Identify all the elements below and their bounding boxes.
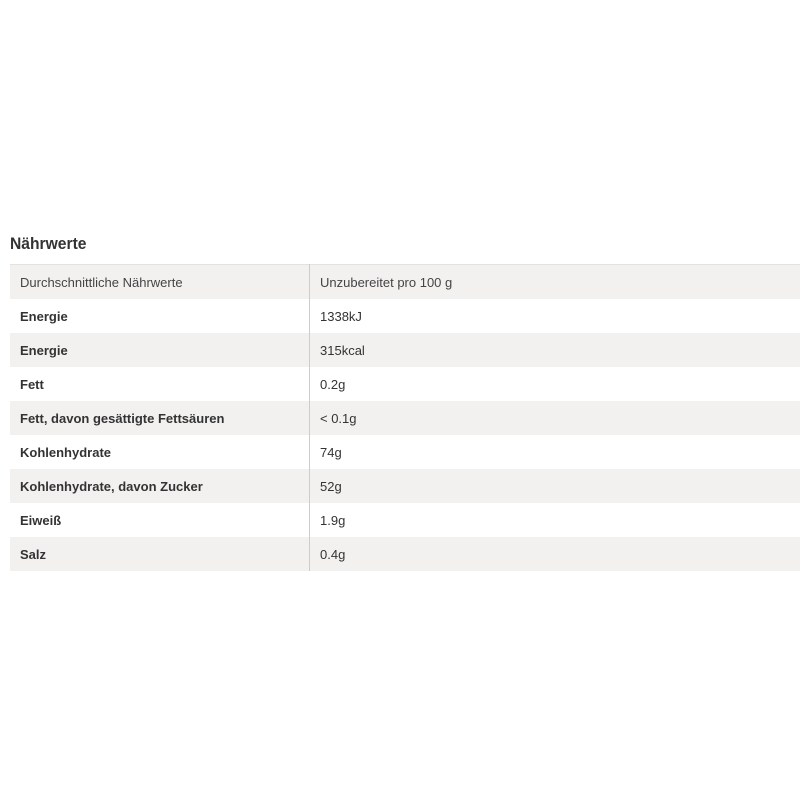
- nutrient-name-cell: Kohlenhydrate, davon Zucker: [10, 469, 310, 503]
- table-row: [10, 299, 800, 333]
- nutrition-section: [10, 232, 800, 571]
- nutrient-name-cell: Fett: [10, 367, 310, 401]
- header-value-cell: Unzubereitet pro 100 g: [320, 274, 453, 290]
- nutrient-value-cell: 1.9g: [320, 512, 346, 528]
- table-row: [10, 367, 800, 401]
- table-header-row: [10, 265, 800, 300]
- table-row: [10, 537, 800, 571]
- table-row: [10, 401, 800, 435]
- nutrient-name-cell: Energie: [10, 299, 310, 333]
- nutrient-value-cell: 74g: [320, 444, 342, 460]
- nutrient-name-cell: Salz: [10, 537, 310, 571]
- table-row: [10, 469, 800, 503]
- table-row: [10, 503, 800, 537]
- nutrient-value-cell: 0.2g: [320, 376, 346, 392]
- nutrient-name-cell: Fett, davon gesättigte Fettsäuren: [10, 401, 310, 435]
- nutrient-name-cell: Energie: [10, 333, 310, 367]
- table-row: [10, 435, 800, 469]
- nutrient-value-cell: 315kcal: [320, 342, 365, 358]
- header-name-cell: Durchschnittliche Nährwerte: [10, 265, 310, 300]
- nutrient-name-cell: Eiweiß: [10, 503, 310, 537]
- nutrient-value-cell: 1338kJ: [320, 308, 362, 324]
- table-row: [10, 333, 800, 367]
- nutrient-value-cell: < 0.1g: [320, 410, 357, 426]
- nutrient-value-cell: 0.4g: [320, 546, 346, 562]
- nutrient-name-cell: Kohlenhydrate: [10, 435, 310, 469]
- nutrient-value-cell: 52g: [320, 478, 342, 494]
- section-title: Nährwerte: [10, 234, 87, 253]
- nutrition-table: [10, 264, 800, 571]
